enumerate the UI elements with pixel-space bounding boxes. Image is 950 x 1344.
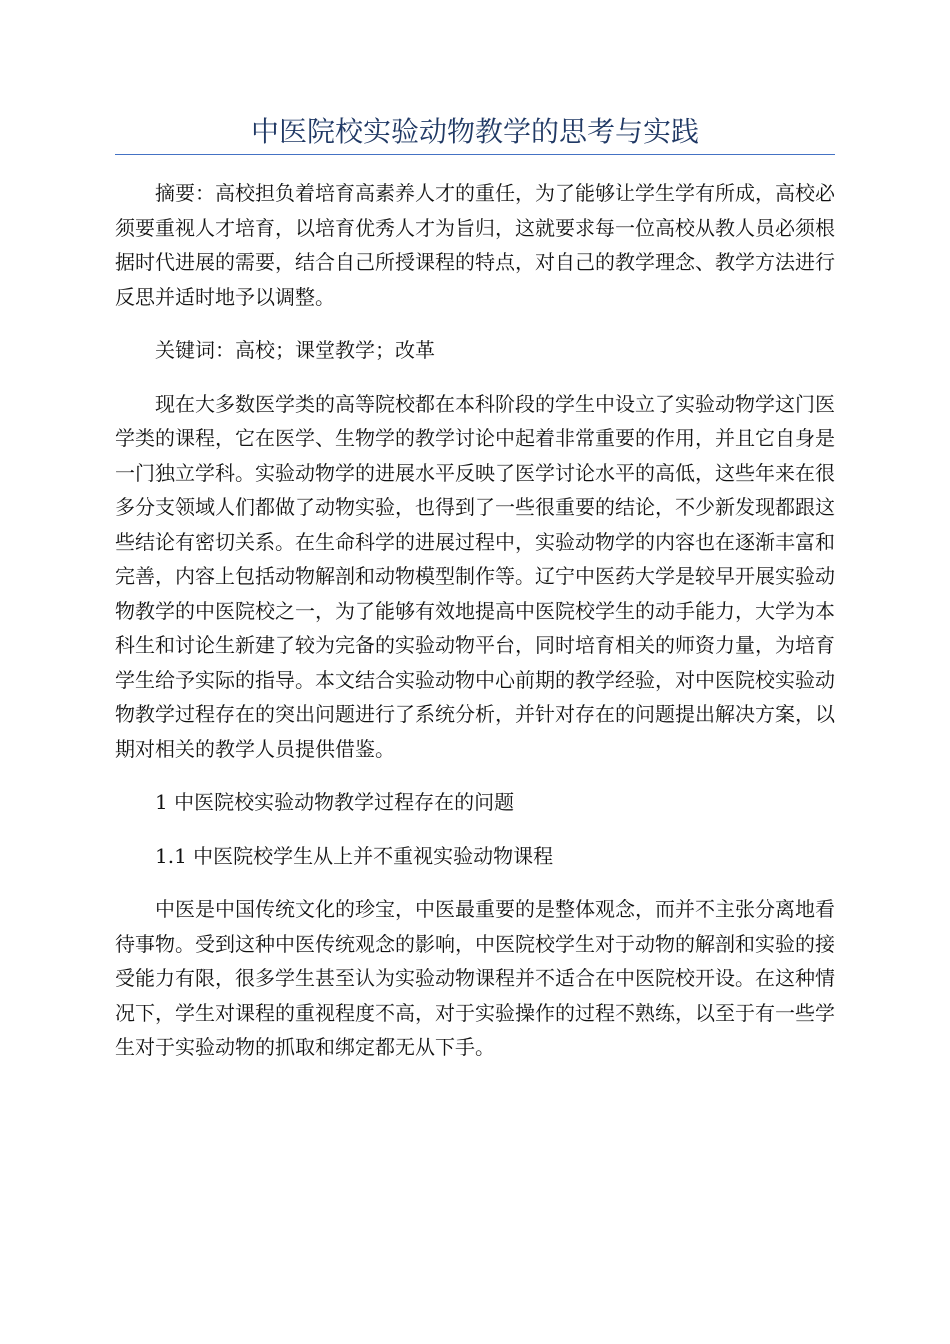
abstract-paragraph: 摘要：高校担负着培育高素养人才的重任，为了能够让学生学有所成，高校必须要重视人才培育，以培育优秀人才为旨归，这就要求每一位高校从教人员必须根据时代进展的需要，结合自己所授课程的特点，对自己的教学理念、教学方法进行反思并适时地予以调整。 [115,181,835,309]
section-heading-1-1: 1.1 中医院校学生从上并不重视实验动物课程 [155,843,554,868]
section-heading-1: 1 中医院校实验动物教学过程存在的问题 [155,790,515,814]
intro-paragraph: 现在大多数医学类的高等院校都在本科阶段的学生中设立了实验动物学这门医学类的课程，它在医学、生物学的教学讨论中起着非常重要的作用，并且它自身是一门独立学科。实验动物学的进展水平反映了医学讨论水平的高低，这些年来在很多分支领域人们都做了动物实验，也得到了一些很重要的结论，不少新发现都跟这些结论有密切关系。在生命科学的进展过程中，实验动物学的内容也在逐渐丰富和完善，内容上包括动物解剖和动物模型制作等。辽宁中医药大学是较早开展实验动物教学的中医院校之一，为了能够有效地提高中医院校学生的动手能力，大学为本科生和讨论生新建了较为完备的实验动物平台，同时培育相关的师资力量，为培育学生给予实际的指导。本文结合实验动物中心前期的教学经验，对中医院校实验动物教学过程存在的突出问题进行了系统分析，并针对存在的问题提出解决方案，以期对相关的教学人员提供借鉴。 [115,391,835,761]
document-body [115,176,835,1084]
keywords-line: 关键词：高校；课堂教学；改革 [155,338,435,362]
document-title: 中医院校实验动物教学的思考与实践 [250,115,699,148]
section-1-1-paragraph: 中医是中国传统文化的珍宝，中医最重要的是整体观念，而并不主张分离地看待事物。受到这种中医传统观念的影响，中医院校学生对于动物的解剖和实验的接受能力有限，很多学生甚至认为实验动物课程并不适合在中医院校开设。在这种情况下，学生对课程的重视程度不高，对于实验操作的过程不熟练，以至于有一些学生对于实验动物的抓取和绑定都无从下手。 [115,897,835,1059]
title-underline [115,154,835,155]
